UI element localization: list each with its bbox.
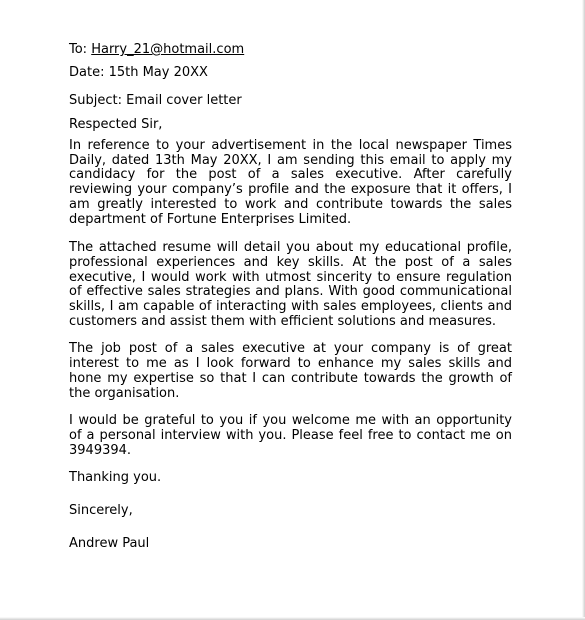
salutation: Respected Sir,: [69, 117, 163, 132]
to-label: To:: [69, 42, 92, 57]
recipient-line: [69, 40, 512, 60]
thanks-line: Thanking you.: [69, 470, 162, 486]
recipient-email-link[interactable]: Harry_21@hotmail.com: [91, 42, 245, 57]
body-paragraph-2: The attached resume will detail you about my educational profile, professional experiences and key skills. At the post of a sales executive, I would work with utmost sincerity to ensure regulation of effective sales strategies and plans. With good communicational skills, I am capable of interacting with sales employees, clients and customers and assist them with efficient solutions and measures.: [69, 240, 512, 329]
date-line: Date: 15th May 20XX: [69, 65, 208, 80]
body-paragraph-1: In reference to your advertisement in the local newspaper Times Daily, dated 13th May 20XX, I am sending this email to apply my candidacy for the post of a sales executive. After carefully reviewing your company’s profile and the exposure that it offers, I am greatly interested to work and contribute towards the sales department of Fortune Enterprises Limited.: [69, 138, 512, 227]
body-paragraph-3: The job post of a sales executive at your company is of great interest to me as I look forward to enhance my sales skills and hone my expertise so that I can contribute towards the growth of the organisation.: [69, 341, 512, 401]
cover-letter: [69, 40, 512, 551]
body-paragraph-4: I would be grateful to you if you welcome me with an opportunity of a personal interview with you. Please feel free to contact me on 3949394.: [69, 413, 512, 458]
subject-line: Subject: Email cover letter: [69, 93, 242, 108]
signer-name: Andrew Paul: [69, 535, 150, 551]
closing-line: Sincerely,: [69, 503, 133, 519]
